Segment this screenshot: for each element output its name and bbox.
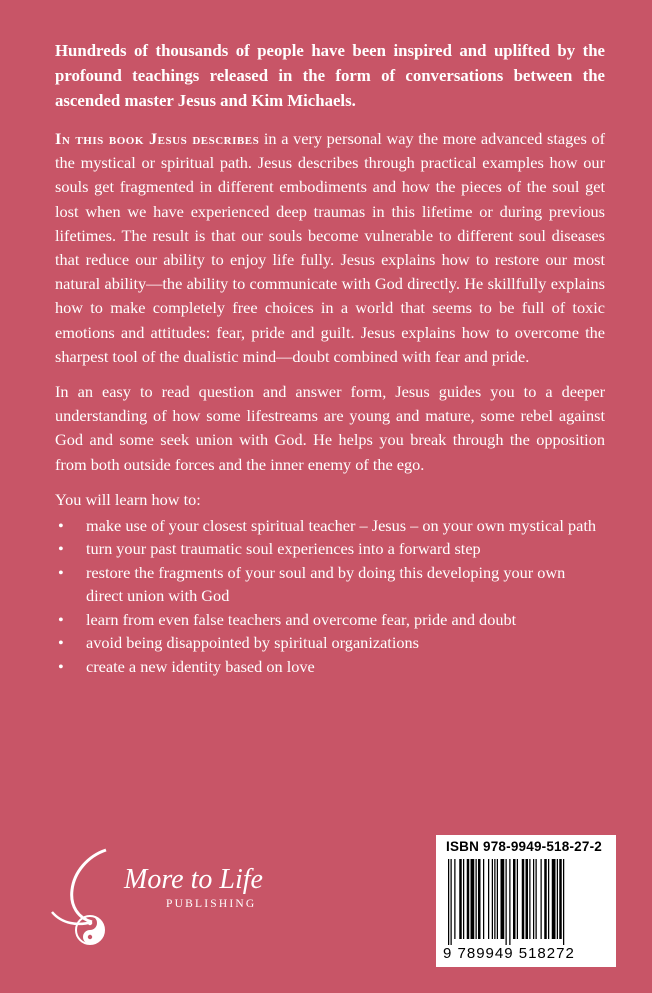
isbn-label: ISBN 978-9949-518-27-2 <box>446 839 602 854</box>
barcode-number: 9 789949 518272 <box>443 945 575 962</box>
paragraph-body: in a very personal way the more advanced stages of the mystical or spiritual path. Jesus describes through practical examples how our souls get fragmented in different embodiments and how the pieces of the soul get lost when we have experienced deep traumas in this lifetime or during previous lifetimes. The result is that our souls become vulnerable to different soul diseases that reduce our ability to enjoy life fully. Jesus explains how to restore our most natural ability—the ability to communicate with God directly. He skillfully explains how to make completely free choices in a world that seems to be full of toxic emotions and attitudes: fear, pride and guilt. Jesus explains how to overcome the sharpest tool of the dualistic mind—doubt combined with fear and pride. <box>55 129 606 366</box>
bullet-icon: • <box>58 656 64 676</box>
list-item: • avoid being disappointed by spiritual organizations <box>55 631 605 655</box>
list-item: • restore the fragments of your soul and by doing this developing your own direct union with God <box>58 562 566 606</box>
description-paragraph <box>55 127 605 369</box>
qa-paragraph: In an easy to read question and answer form, Jesus guides you to a deeper understanding of how some lifestreams are young and mature, some rebel against God and some seek union with God. He helps you break through the opposition from both outside forces and the inner enemy of the ego. <box>55 382 605 474</box>
bullet-icon: • <box>58 609 64 629</box>
list-item: • turn your past traumatic soul experiences into a forward step <box>55 537 605 561</box>
back-cover-text <box>55 38 605 678</box>
list-item: • make use of your closest spiritual teacher – Jesus – on your own mystical path <box>55 514 605 538</box>
paragraph-lead: In this book Jesus describes <box>55 129 260 148</box>
bullet-icon: • <box>58 539 64 559</box>
list-item: • learn from even false teachers and overcome fear, pride and doubt <box>55 608 605 632</box>
learn-list <box>55 514 605 679</box>
barcode-bars <box>444 859 608 945</box>
intro-paragraph: Hundreds of thousands of people have been inspired and uplifted by the profound teachings released in the form of conversations between the ascended master Jesus and Kim Michaels. <box>55 41 605 110</box>
yin-yang-swirl-icon <box>48 846 128 956</box>
isbn-barcode <box>436 835 616 967</box>
bullet-icon: • <box>58 633 64 653</box>
publisher-name: More to Life <box>124 864 263 895</box>
publisher-sub: PUBLISHING <box>166 898 257 910</box>
publisher-logo <box>48 846 298 956</box>
learn-heading: You will learn how to: <box>55 489 201 509</box>
bullet-icon: • <box>58 562 64 582</box>
bullet-icon: • <box>58 515 64 535</box>
list-item: • create a new identity based on love <box>55 655 605 679</box>
